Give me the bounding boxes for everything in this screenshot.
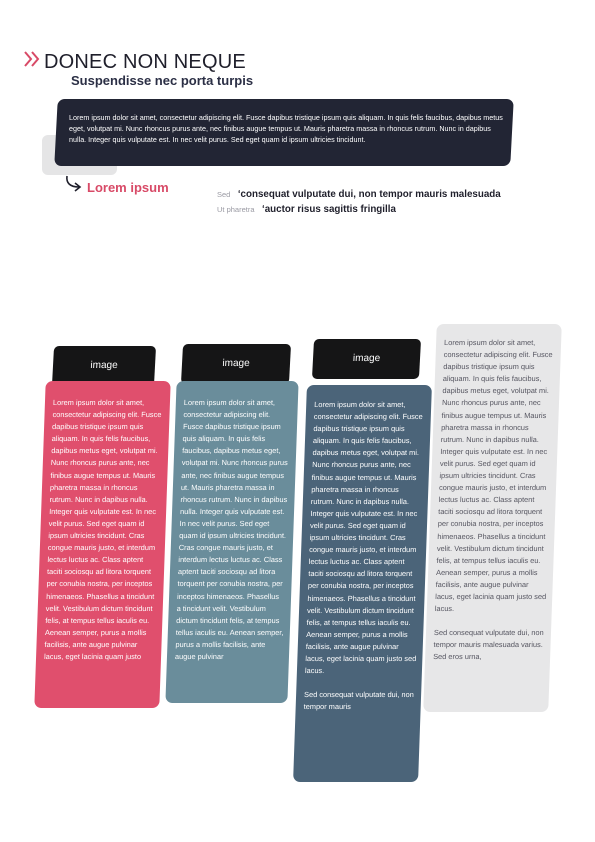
page-subtitle: Suspendisse nec porta turpis xyxy=(71,73,254,88)
quote-line xyxy=(217,199,396,217)
quote-text: ‘consequat vulputate dui, non tempor mauris malesuada xyxy=(237,189,501,200)
column-text: Lorem ipsum dolor sit amet, consectetur adipiscing elit. Fusce dapibus tristique ipsum quis aliquam. In quis felis faucibus, dapibus metus eget, volutpat mi. Nunc rhoncus purus ante, nec finibus augue tempus ut. Mauris pharetra massa in rhoncus rutrum. Nunc in dapibus nulla. Integer quis vulputate est. In nec velit purus. Sed eget quam id ipsum ultricies tincidunt. Cras congue mauris justo, et interdum lectus luctus ac. Class aptent taciti sociosqu ad litora torquent per conubia nostra, per inceptos himenaeos. Phasellus a tincidunt velit. Vestibulum dictum tincidunt felis, at tempus tellus iaculis eu. Aenean semper, purus a mollis facilisis, ante augue pulvinar lacus, eget lacinia quam justo sed lacus. xyxy=(434,338,553,614)
page-title: DONEC NON NEQUE xyxy=(44,51,246,73)
text-column-light-gray xyxy=(423,324,562,712)
intro-paragraph: Lorem ipsum dolor sit amet, consectetur adipiscing elit. Fusce dapibus tristique ipsum quis aliquam. In quis felis faucibus, dapibus metus eget, volutpat mi. Nunc rhoncus purus ante, nec finibus augue tempus ut. Mauris pharetra massa in rhoncus rutrum. Nunc in dapibus nulla. Integer quis vulputate est. In nec velit purus. Sed eget quam id ipsum ultricies tincidunt. xyxy=(69,113,503,144)
image-placeholder: image xyxy=(312,339,421,379)
quote-prefix: Sed xyxy=(217,190,231,199)
quote-prefix: Ut pharetra xyxy=(217,205,255,214)
double-chevron-icon xyxy=(22,48,44,70)
column-text: Lorem ipsum dolor sit amet, consectetur adipiscing elit. Fusce dapibus tristique ipsum quis aliquam. In quis felis faucibus, dapibus metus eget, volutpat mi. Nunc rhoncus purus ante, nec finibus augue tempus ut. Mauris pharetra massa in rhoncus rutrum. Nunc in dapibus nulla. Integer quis vulputate est. In nec velit purus. Sed eget quam id ipsum ultricies tincidunt. Cras congue mauris justo, et interdum lectus luctus ac. Class aptent taciti sociosqu ad litora torquent per conubia nostra, per inceptos himenaeos. Phasellus a tincidunt velit. Vestibulum dictum tincidunt felis, at tempus tellus iaculis eu. Aenean semper, purus a mollis facilisis, ante augue pulvinar lacus, eget lacinia quam justo xyxy=(43,398,162,661)
image-placeholder: image xyxy=(181,344,291,384)
curved-arrow-icon xyxy=(63,174,85,192)
image-placeholder: image xyxy=(52,346,156,386)
column-text: Lorem ipsum dolor sit amet, consectetur adipiscing elit. Fusce dapibus tristique ipsum quis aliquam. In quis felis faucibus, dapibus metus eget, volutpat mi. Nunc rhoncus purus ante, nec finibus augue tempus ut. Mauris pharetra massa in rhoncus rutrum. Nunc in dapibus nulla. Integer quis vulputate est. In nec velit purus. Sed eget quam id ipsum ultricies tincidunt. Cras congue mauris justo, et interdum lectus luctus ac. Class aptent taciti sociosqu ad litora torquent per conubia nostra, per inceptos himenaeos. Phasellus a tincidunt velit. Vestibulum dictum tincidunt felis, at tempus tellus iaculis eu. Aenean semper, purus a mollis facilisis, ante augue pulvinar xyxy=(174,398,288,661)
column-text-continued: Sed consequat vulputate dui, non tempor mauris malesuada varius. Sed eros urna, xyxy=(432,628,544,662)
text-column-pink xyxy=(34,381,170,708)
column-text-continued: Sed consequat vulputate dui, non tempor mauris xyxy=(303,690,414,712)
text-column-slate xyxy=(293,385,432,782)
quote-text: ‘auctor risus sagittis fringilla xyxy=(261,204,396,215)
section-heading: Lorem ipsum xyxy=(87,180,169,195)
column-text: Lorem ipsum dolor sit amet, consectetur adipiscing elit. Fusce dapibus tristique ipsum quis aliquam. In quis felis faucibus, dapibus metus eget, volutpat mi. Nunc rhoncus purus ante, nec finibus augue tempus ut. Mauris pharetra massa in rhoncus rutrum. Nunc in dapibus nulla. Integer quis vulputate est. In nec velit purus. Sed eget quam id ipsum ultricies tincidunt. Cras congue mauris justo, et interdum lectus luctus ac. Class aptent taciti sociosqu ad litora torquent per conubia nostra, per inceptos himenaeos. Phasellus a tincidunt velit. Vestibulum dictum tincidunt felis, at tempus tellus iaculis eu. Aenean semper, purus a mollis facilisis, ante augue pulvinar lacus, eget lacinia quam justo sed lacus. xyxy=(304,400,423,676)
text-column-steel-blue xyxy=(165,381,298,703)
